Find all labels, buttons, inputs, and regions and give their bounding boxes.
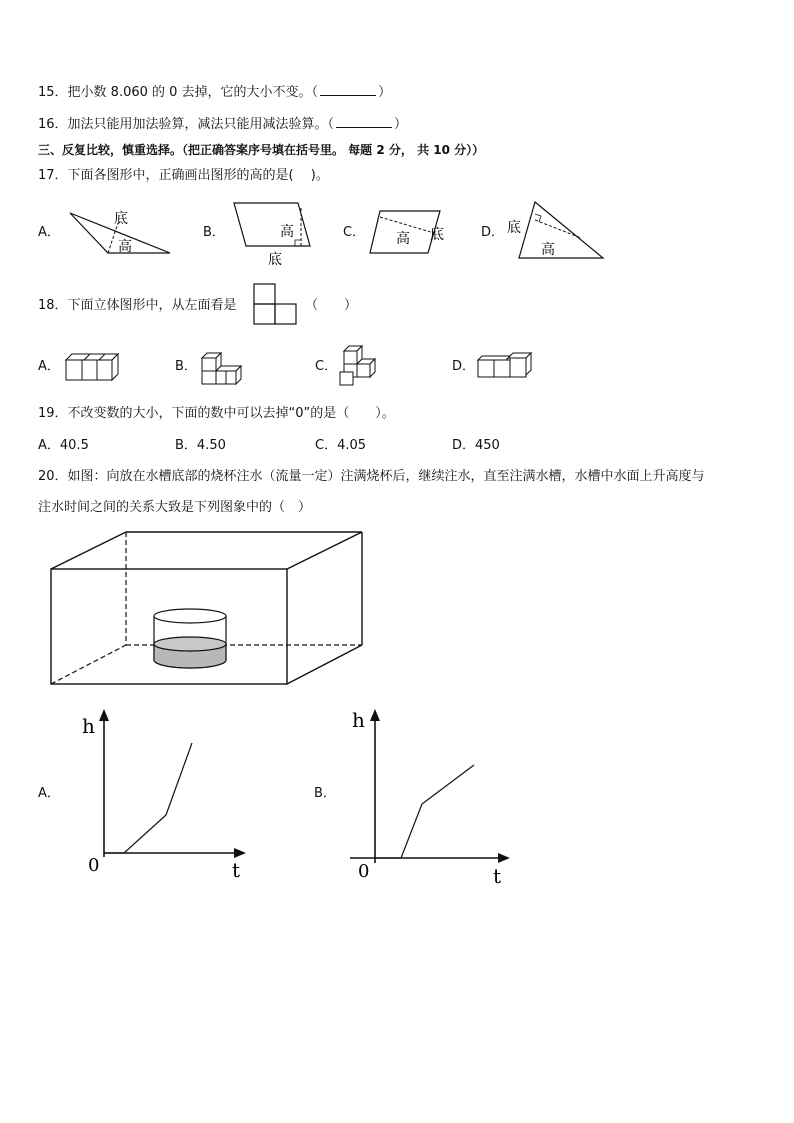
q19-option-c[interactable]: C．4.05	[315, 438, 367, 453]
q18-figure-c	[338, 345, 380, 387]
q19-option-a[interactable]: A．40.5	[38, 438, 89, 453]
q17-figure-d	[505, 198, 610, 263]
q17-option-d-label[interactable]: D．	[481, 225, 505, 240]
q18-option-c-label[interactable]: C．	[315, 359, 338, 374]
q18-figure-a	[64, 348, 120, 384]
q18-option-d-label[interactable]: D．	[452, 359, 476, 374]
q19-option-d[interactable]: D．450	[452, 438, 500, 453]
graph-b-axis-t: t	[493, 864, 502, 888]
graph-a-origin: 0	[88, 855, 100, 876]
q17b-gao-label: 高	[280, 224, 294, 240]
q17c-di-label: 底	[430, 227, 444, 243]
question-17-text: 17．下面各图形中，正确画出图形的高的是( )。	[38, 168, 329, 183]
q18-figure-b	[200, 348, 244, 388]
answer-blank-15[interactable]	[320, 83, 376, 96]
q20-graph-b	[350, 705, 525, 890]
q17-option-c-label[interactable]: C．	[343, 225, 366, 240]
q17-option-b-label[interactable]: B．	[203, 225, 225, 240]
question-16-close: ）	[394, 117, 408, 132]
question-16	[38, 115, 407, 134]
q17-figure-a	[60, 205, 175, 260]
question-18-text: 18．下面立体图形中，从左面看是	[38, 298, 237, 313]
q18-left-view-figure	[253, 283, 301, 327]
q17d-di-label: 底	[507, 220, 521, 236]
graph-b-axis-h: h	[352, 708, 365, 732]
question-16-text: 16．加法只能用加法验算，减法只能用减法验算。（	[38, 117, 335, 132]
graph-a-axis-t: t	[232, 858, 241, 882]
q18-option-a-label[interactable]: A．	[38, 359, 60, 374]
q20-option-a-label[interactable]: A．	[38, 786, 60, 801]
beaker-icon	[154, 609, 226, 668]
q17c-gao-label: 高	[396, 231, 410, 247]
graph-b-curve	[375, 765, 474, 858]
q20-graph-a	[80, 705, 255, 885]
q17b-di-label: 底	[268, 252, 282, 268]
graph-a-axis-h: h	[82, 714, 95, 738]
q17a-gao-label: 高	[118, 239, 132, 255]
q17-figure-b	[228, 198, 318, 268]
question-15-text: 15．把小数 8.060 的 0 去掉，它的大小不变。（	[38, 85, 319, 100]
q18-option-b-label[interactable]: B．	[175, 359, 197, 374]
q17a-di-label: 底	[114, 211, 128, 227]
q18-figure-d	[476, 350, 534, 384]
q19-option-b[interactable]: B．4.50	[175, 438, 226, 453]
section-3-heading: 三、反复比较，慎重选择。（把正确答案序号填在括号里。 每题 2 分， 共 10 分））	[38, 143, 485, 157]
q17-figure-c	[368, 205, 458, 260]
question-15-close: ）	[378, 85, 392, 100]
question-20-line-2: 注水时间之间的关系大致是下列图象中的（ ）	[38, 500, 312, 515]
q17d-gao-label: 高	[541, 242, 555, 258]
answer-blank-16[interactable]	[336, 115, 392, 128]
q20-option-b-label[interactable]: B．	[314, 786, 336, 801]
question-20-line-1: 20．如图：向放在水槽底部的烧杯注水（流量一定）注满烧杯后，继续注水，直至注满水槽，水槽中水面上升高度与	[38, 469, 705, 484]
graph-a-curve	[104, 743, 192, 853]
q17-option-a-label[interactable]: A．	[38, 225, 60, 240]
question-15	[38, 83, 391, 102]
q20-water-tank-figure	[50, 530, 365, 688]
graph-b-origin: 0	[358, 861, 370, 882]
question-19-text: 19．不改变数的大小，下面的数中可以去掉“0”的是（ ）。	[38, 406, 395, 421]
q18-paren[interactable]: （ ）	[305, 298, 358, 313]
